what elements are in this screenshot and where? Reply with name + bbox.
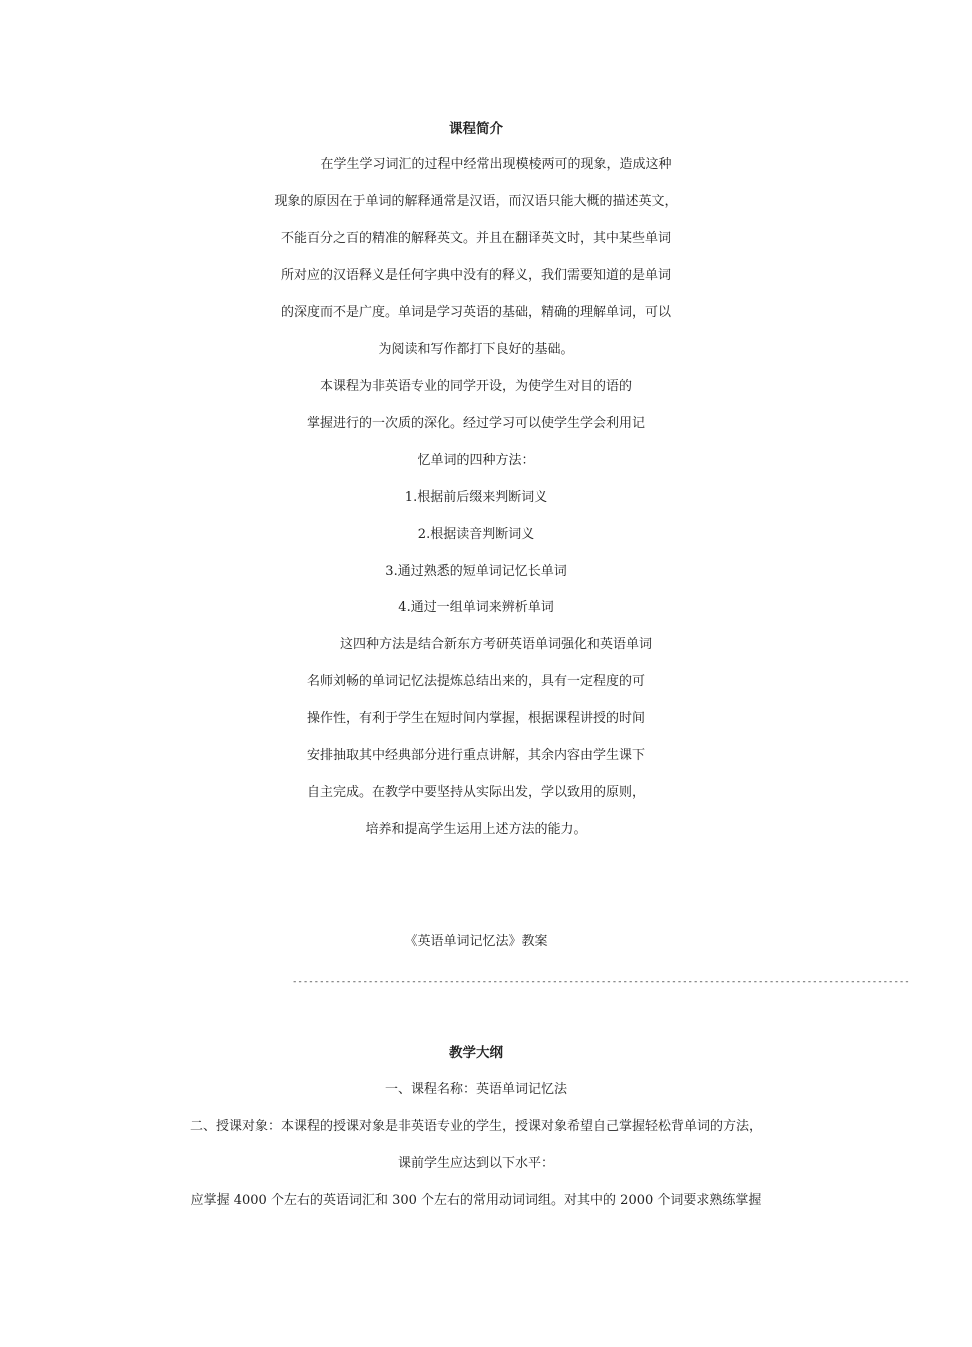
text-line: 培养和提高学生运用上述方法的能力。 <box>365 822 587 837</box>
outline-line: 应掌握 4000 个左右的英语词汇和 300 个左右的常用动词词组。对其中的 2000 个词要求熟练掌握 <box>190 1193 762 1208</box>
section-divider: ------------------------------------------------------------------------------------------------------------------ <box>292 977 910 987</box>
outline-line: 课前学生应达到以下水平： <box>397 1156 554 1171</box>
text-line: 忆单词的四种方法： <box>417 453 535 468</box>
text-line: 自主完成。在教学中要坚持从实际出发，学以致用的原则， <box>306 785 645 800</box>
method-item: 1.根据前后缀来判断词义 <box>404 490 548 505</box>
text-line: 现象的原因在于单词的解释通常是汉语，而汉语只能大概的描述英文， <box>274 194 678 209</box>
text-line: 名师刘畅的单词记忆法提炼总结出来的，具有一定程度的可 <box>306 674 645 689</box>
text-line: 安排抽取其中经典部分进行重点讲解，其余内容由学生课下 <box>306 748 645 763</box>
text-line: 为阅读和写作都打下良好的基础。 <box>378 342 574 357</box>
text-line: 操作性，有利于学生在短时间内掌握，根据课程讲授的时间 <box>306 711 645 726</box>
text-line: 这四种方法是结合新东方考研英语单词强化和英语单词 <box>339 637 652 652</box>
text-line: 在学生学习词汇的过程中经常出现模棱两可的现象，造成这种 <box>320 157 672 172</box>
text-line: 的深度而不是广度。单词是学习英语的基础，精确的理解单词，可以 <box>280 305 671 320</box>
text-line: 本课程为非英语专业的同学开设，为使学生对目的语的 <box>319 379 632 394</box>
method-item: 2.根据读音判断词义 <box>417 527 535 542</box>
method-item: 4.通过一组单词来辨析单词 <box>398 600 554 615</box>
outline-title: 教学大纲 <box>449 1045 503 1061</box>
outline-line: 一、课程名称：英语单词记忆法 <box>384 1082 567 1097</box>
intro-title: 课程简介 <box>449 121 503 137</box>
lesson-plan-title: 《英语单词记忆法》教案 <box>404 934 548 949</box>
method-item: 3.通过熟悉的短单词记忆长单词 <box>385 564 567 579</box>
outline-line: 二、授课对象：本课程的授课对象是非英语专业的学生，授课对象希望自己掌握轻松背单词的方法， <box>189 1119 762 1134</box>
text-line: 掌握进行的一次质的深化。经过学习可以使学生学会利用记 <box>306 416 645 431</box>
text-line: 不能百分之百的精准的解释英文。并且在翻译英文时，其中某些单词 <box>280 231 671 246</box>
text-line: 所对应的汉语释义是任何字典中没有的释义，我们需要知道的是单词 <box>280 268 671 283</box>
